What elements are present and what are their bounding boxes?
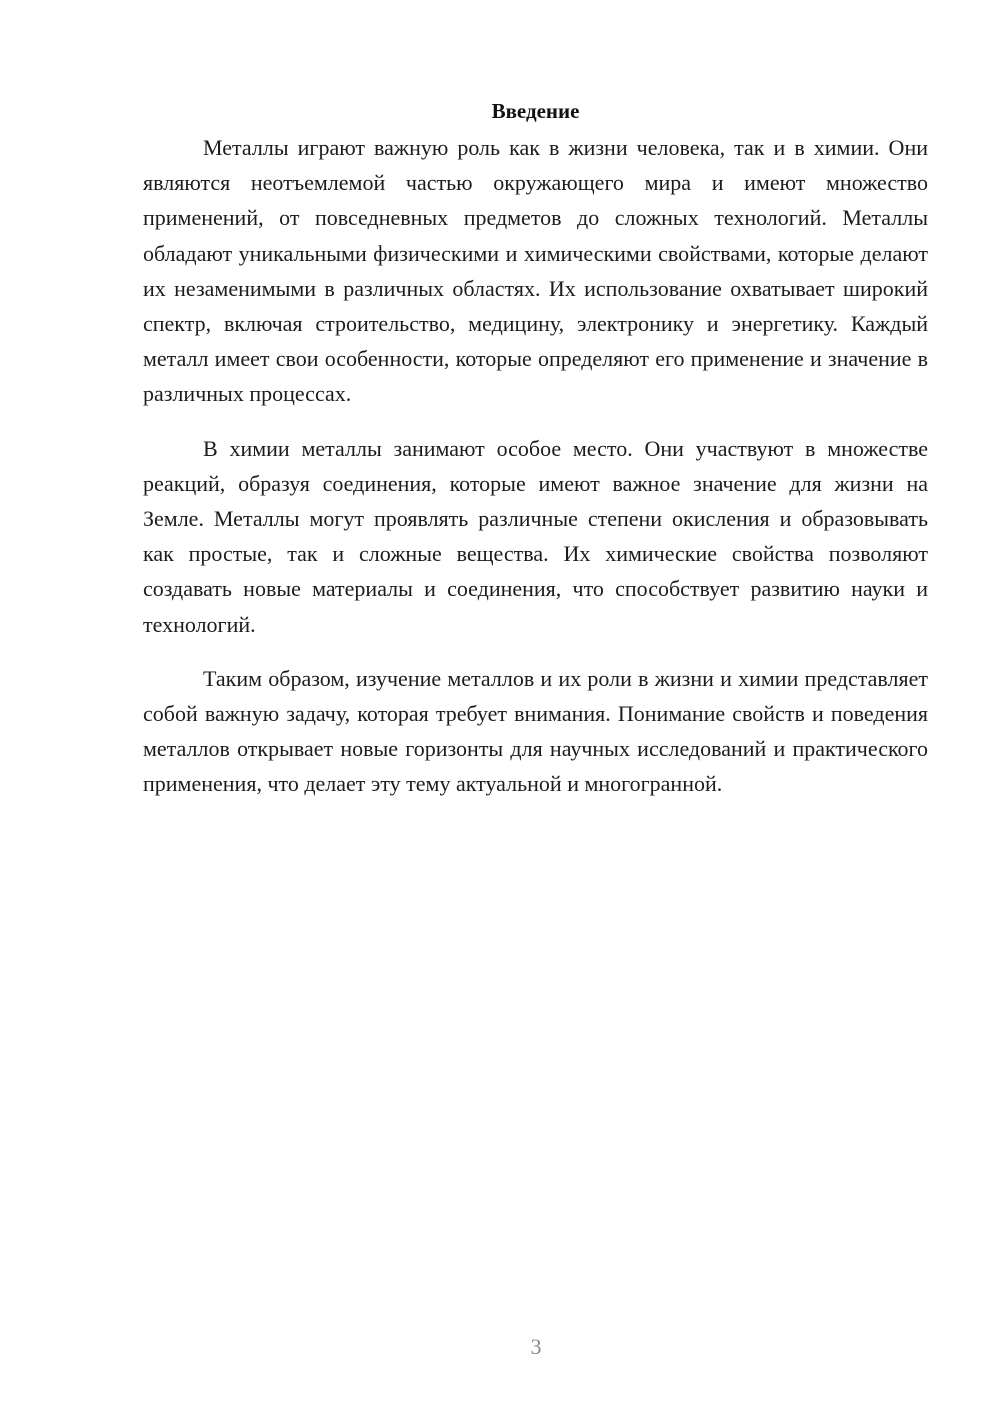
section-title: Введение bbox=[491, 99, 580, 123]
page-content bbox=[143, 96, 928, 802]
paragraph-chemistry: В химии металлы занимают особое место. Они участвуют в множестве реакций, образуя соединения, которые имеют важное значение для жизни на Земле. Металлы могут проявлять различные степени окисления и образовывать как простые, так и сложные вещества. Их химические свойства позволяют создавать новые материалы и соединения, что способствует развитию науки и технологий. bbox=[143, 435, 928, 637]
paragraph-intro: Металлы играют важную роль как в жизни человека, так и в химии. Они являются неотъемлемой частью окружающего мира и имеют множество применений, от повседневных предметов до сложных технологий. Металлы обладают уникальными физическими и химическими свойствами, которые делают их незаменимыми в различных областях. Их использование охватывает широкий спектр, включая строительство, медицину, электронику и энергетику. Каждый металл имеет свои особенности, которые определяют его применение и значение в различных процессах. bbox=[143, 135, 928, 407]
paragraph-conclusion: Таким образом, изучение металлов и их роли в жизни и химии представляет собой важную задачу, которая требует внимания. Понимание свойств и поведения металлов открывает новые горизонты для научных исследований и практического применения, что делает эту тему актуальной и многогранной. bbox=[143, 665, 928, 797]
page-number: 3 bbox=[530, 1334, 542, 1359]
